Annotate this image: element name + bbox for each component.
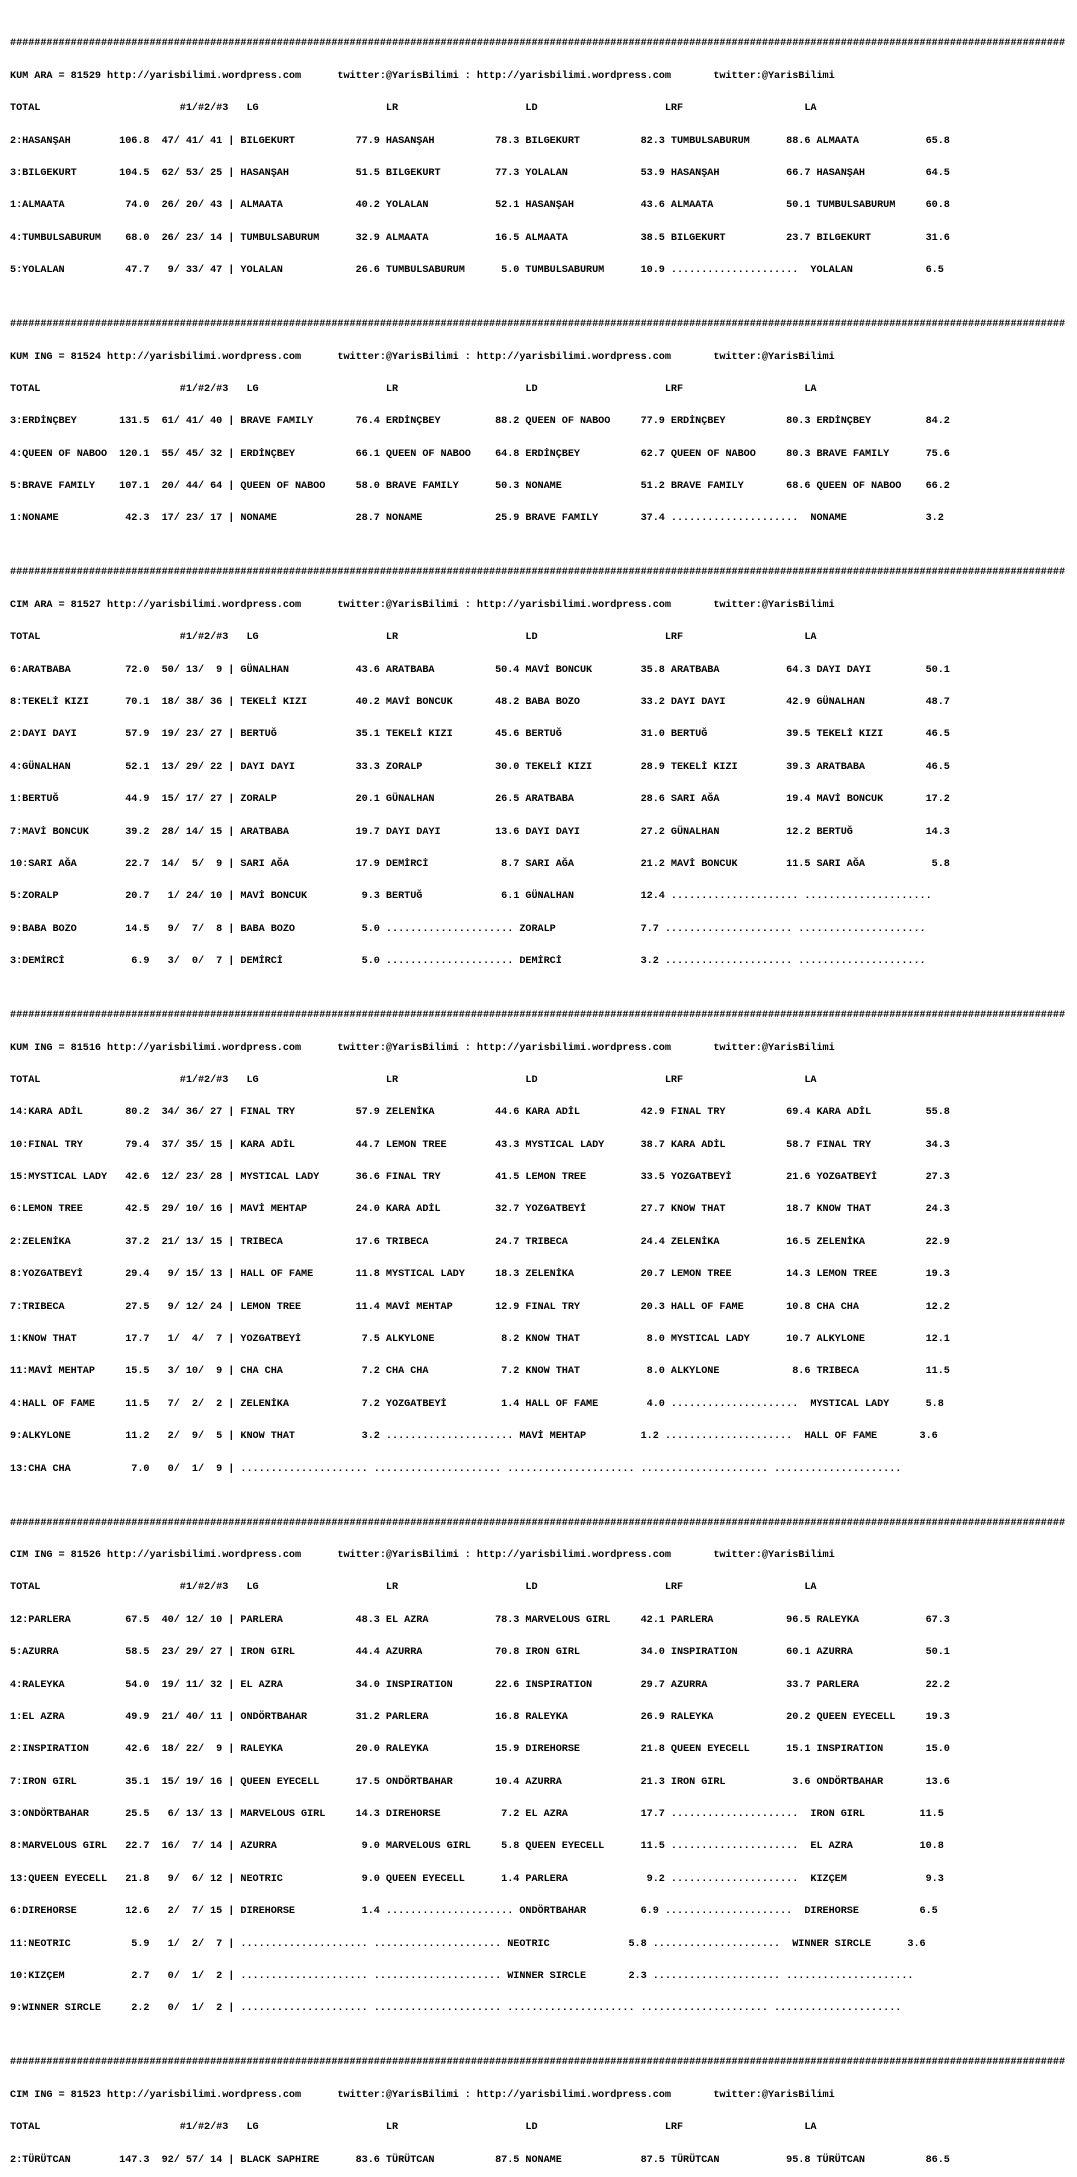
result-row: 2:INSPIRATION 42.6 18/ 22/ 9 | RALEYKA 20.0 RALEYKA 15.9 DIREHORSE 21.8 QUEEN EYECELL 15.1 INSPIRATION 15.0 — [10, 1744, 950, 1756]
separator-line: ############################################################################################################################################################################## — [10, 319, 1066, 331]
result-row: 7:TRIBECA 27.5 9/ 12/ 24 | LEMON TREE 11.4 MAVİ MEHTAP 12.9 FINAL TRY 20.3 HALL OF FAME 10.8 CHA CHA 12.2 — [10, 1301, 950, 1313]
separator-line: ############################################################################################################################################################################## — [10, 2057, 1066, 2069]
result-row: 5:AZURRA 58.5 23/ 29/ 27 | IRON GIRL 44.4 AZURRA 70.8 IRON GIRL 34.0 INSPIRATION 60.1 AZURRA 50.1 — [10, 1647, 950, 1659]
result-row: 1:BERTUĞ 44.9 15/ 17/ 27 | ZORALP 20.1 GÜNALHAN 26.5 ARATBABA 28.6 SARI AĞA 19.4 MAVİ BONCUK 17.2 — [10, 794, 950, 806]
result-row: 4:RALEYKA 54.0 19/ 11/ 32 | EL AZRA 34.0 INSPIRATION 22.6 INSPIRATION 29.7 AZURRA 33.7 PARLERA 22.2 — [10, 1679, 950, 1691]
race-header: KUM ING = 81516 http://yarisbilimi.wordpress.com twitter:@YarisBilimi : http://yarisbilimi.wordpress.com twitter:@YarisBilimi — [10, 1042, 835, 1054]
result-row: 13:QUEEN EYECELL 21.8 9/ 6/ 12 | NEOTRIC 9.0 QUEEN EYECELL 1.4 PARLERA 9.2 ..................... KIZÇEM 9.3 — [10, 1873, 944, 1885]
column-header: TOTAL #1/#2/#3 LG LR LD LRF LA — [10, 1074, 817, 1086]
separator-line: ############################################################################################################################################################################## — [10, 567, 1066, 579]
result-row: 9:WINNER SIRCLE 2.2 0/ 1/ 2 | ..................... ..................... ..................... ..................... ..................... — [10, 2003, 902, 2015]
result-row: 7:IRON GIRL 35.1 15/ 19/ 16 | QUEEN EYECELL 17.5 ONDÖRTBAHAR 10.4 AZURRA 21.3 IRON GIRL 3.6 ONDÖRTBAHAR 13.6 — [10, 1776, 950, 1788]
result-row: 4:QUEEN OF NABOO 120.1 55/ 45/ 32 | ERDİNÇBEY 66.1 QUEEN OF NABOO 64.8 ERDİNÇBEY 62.7 QUEEN OF NABOO 80.3 BRAVE FAMILY 75.6 — [10, 448, 950, 460]
column-header: TOTAL #1/#2/#3 LG LR LD LRF LA — [10, 632, 817, 644]
result-row: 8:YOZGATBEYİ 29.4 9/ 15/ 13 | HALL OF FAME 11.8 MYSTICAL LADY 18.3 ZELENİKA 20.7 LEMON TREE 14.3 LEMON TREE 19.3 — [10, 1269, 950, 1281]
result-row: 2:ZELENİKA 37.2 21/ 13/ 15 | TRIBECA 17.6 TRIBECA 24.7 TRIBECA 24.4 ZELENİKA 16.5 ZELENİKA 22.9 — [10, 1236, 950, 1248]
result-row: 1:ALMAATA 74.0 26/ 20/ 43 | ALMAATA 40.2 YOLALAN 52.1 HASANŞAH 43.6 ALMAATA 50.1 TUMBULSABURUM 60.8 — [10, 200, 950, 212]
result-row: 13:CHA CHA 7.0 0/ 1/ 9 | ..................... ..................... ..................... ..................... ..................... — [10, 1463, 902, 1475]
separator-line: ############################################################################################################################################################################## — [10, 38, 1066, 50]
result-row: 12:PARLERA 67.5 40/ 12/ 10 | PARLERA 48.3 EL AZRA 78.3 MARVELOUS GIRL 42.1 PARLERA 96.5 RALEYKA 67.3 — [10, 1614, 950, 1626]
result-row: 3:DEMİRCİ 6.9 3/ 0/ 7 | DEMİRCİ 5.0 ..................... DEMİRCİ 3.2 ..................... ..................... — [10, 956, 926, 968]
column-header: TOTAL #1/#2/#3 LG LR LD LRF LA — [10, 383, 817, 395]
result-row: 1:NONAME 42.3 17/ 23/ 17 | NONAME 28.7 NONAME 25.9 BRAVE FAMILY 37.4 ..................... NONAME 3.2 — [10, 513, 944, 525]
separator-line: ############################################################################################################################################################################## — [10, 1517, 1066, 1529]
result-row: 3:ONDÖRTBAHAR 25.5 6/ 13/ 13 | MARVELOUS GIRL 14.3 DIREHORSE 7.2 EL AZRA 17.7 ..................... IRON GIRL 11.5 — [10, 1809, 944, 1821]
result-row: 4:GÜNALHAN 52.1 13/ 29/ 22 | DAYI DAYI 33.3 ZORALP 30.0 TEKELİ KIZI 28.9 TEKELİ KIZI 39.3 ARATBABA 46.5 — [10, 761, 950, 773]
result-row: 1:EL AZRA 49.9 21/ 40/ 11 | ONDÖRTBAHAR 31.2 PARLERA 16.8 RALEYKA 26.9 RALEYKA 20.2 QUEEN EYECELL 19.3 — [10, 1711, 950, 1723]
result-row: 8:MARVELOUS GIRL 22.7 16/ 7/ 14 | AZURRA 9.0 MARVELOUS GIRL 5.8 QUEEN EYECELL 11.5 ..................... EL AZRA 10.8 — [10, 1841, 944, 1853]
result-row: 10:FINAL TRY 79.4 37/ 35/ 15 | KARA ADİL 44.7 LEMON TREE 43.3 MYSTICAL LADY 38.7 KARA ADİL 58.7 FINAL TRY 34.3 — [10, 1139, 950, 1151]
race-header: KUM ARA = 81529 http://yarisbilimi.wordpress.com twitter:@YarisBilimi : http://yarisbilimi.wordpress.com twitter:@YarisBilimi — [10, 70, 835, 82]
result-row: 6:ARATBABA 72.0 50/ 13/ 9 | GÜNALHAN 43.6 ARATBABA 50.4 MAVİ BONCUK 35.8 ARATBABA 64.3 DAYI DAYI 50.1 — [10, 664, 950, 676]
result-row: 2:HASANŞAH 106.8 47/ 41/ 41 | BILGEKURT 77.9 HASANŞAH 78.3 BILGEKURT 82.3 TUMBULSABURUM 88.6 ALMAATA 65.8 — [10, 135, 950, 147]
race-header: CIM ING = 81526 http://yarisbilimi.wordpress.com twitter:@YarisBilimi : http://yarisbilimi.wordpress.com twitter:@YarisBilimi — [10, 1549, 835, 1561]
race-header: KUM ING = 81524 http://yarisbilimi.wordpress.com twitter:@YarisBilimi : http://yarisbilimi.wordpress.com twitter:@YarisBilimi — [10, 351, 835, 363]
result-row: 3:BILGEKURT 104.5 62/ 53/ 25 | HASANŞAH 51.5 BILGEKURT 77.3 YOLALAN 53.9 HASANŞAH 66.7 HASANŞAH 64.5 — [10, 167, 950, 179]
race-header: CIM ING = 81523 http://yarisbilimi.wordpress.com twitter:@YarisBilimi : http://yarisbilimi.wordpress.com twitter:@YarisBilimi — [10, 2089, 835, 2101]
column-header: TOTAL #1/#2/#3 LG LR LD LRF LA — [10, 103, 817, 115]
result-row: 11:NEOTRIC 5.9 1/ 2/ 7 | ..................... ..................... NEOTRIC 5.8 ..................... WINNER SIRCLE 3.6 — [10, 1938, 926, 1950]
result-row: 9:ALKYLONE 11.2 2/ 9/ 5 | KNOW THAT 3.2 ..................... MAVİ MEHTAP 1.2 ..................... HALL OF FAME 3.6 — [10, 1431, 938, 1443]
result-row: 5:YOLALAN 47.7 9/ 33/ 47 | YOLALAN 26.6 TUMBULSABURUM 5.0 TUMBULSABURUM 10.9 ..................... YOLALAN 6.5 — [10, 265, 944, 277]
result-row: 14:KARA ADİL 80.2 34/ 36/ 27 | FINAL TRY 57.9 ZELENİKA 44.6 KARA ADİL 42.9 FINAL TRY 69.4 KARA ADİL 55.8 — [10, 1107, 950, 1119]
result-row: 15:MYSTICAL LADY 42.6 12/ 23/ 28 | MYSTICAL LADY 36.6 FINAL TRY 41.5 LEMON TREE 33.5 YOZGATBEYİ 21.6 YOZGATBEYİ 27.3 — [10, 1172, 950, 1184]
race-header: CIM ARA = 81527 http://yarisbilimi.wordpress.com twitter:@YarisBilimi : http://yarisbilimi.wordpress.com twitter:@YarisBilimi — [10, 599, 835, 611]
result-row: 6:LEMON TREE 42.5 29/ 10/ 16 | MAVİ MEHTAP 24.0 KARA ADİL 32.7 YOZGATBEYİ 27.7 KNOW THAT 18.7 KNOW THAT 24.3 — [10, 1204, 950, 1216]
result-row: 9:BABA BOZO 14.5 9/ 7/ 8 | BABA BOZO 5.0 ..................... ZORALP 7.7 ..................... ..................... — [10, 923, 926, 935]
result-row: 5:BRAVE FAMILY 107.1 20/ 44/ 64 | QUEEN OF NABOO 58.0 BRAVE FAMILY 50.3 NONAME 51.2 BRAVE FAMILY 68.6 QUEEN OF NABOO 66.2 — [10, 481, 950, 493]
result-row: 11:MAVİ MEHTAP 15.5 3/ 10/ 9 | CHA CHA 7.2 CHA CHA 7.2 KNOW THAT 8.0 ALKYLONE 8.6 TRIBECA 11.5 — [10, 1366, 950, 1378]
result-row: 2:DAYI DAYI 57.9 19/ 23/ 27 | BERTUĞ 35.1 TEKELİ KIZI 45.6 BERTUĞ 31.0 BERTUĞ 39.5 TEKELİ KIZI 46.5 — [10, 729, 950, 741]
column-header: TOTAL #1/#2/#3 LG LR LD LRF LA — [10, 2122, 817, 2134]
result-row: 10:SARI AĞA 22.7 14/ 5/ 9 | SARI AĞA 17.9 DEMİRCİ 8.7 SARI AĞA 21.2 MAVİ BONCUK 11.5 SARI AĞA 5.8 — [10, 858, 950, 870]
result-row: 4:HALL OF FAME 11.5 7/ 2/ 2 | ZELENİKA 7.2 YOZGATBEYİ 1.4 HALL OF FAME 4.0 ..................... MYSTICAL LADY 5.8 — [10, 1398, 944, 1410]
result-row: 6:DIREHORSE 12.6 2/ 7/ 15 | DIREHORSE 1.4 ..................... ONDÖRTBAHAR 6.9 ..................... DIREHORSE 6.5 — [10, 1906, 938, 1918]
result-row: 7:MAVİ BONCUK 39.2 28/ 14/ 15 | ARATBABA 19.7 DAYI DAYI 13.6 DAYI DAYI 27.2 GÜNALHAN 12.2 BERTUĞ 14.3 — [10, 826, 950, 838]
result-row: 1:KNOW THAT 17.7 1/ 4/ 7 | YOZGATBEYİ 7.5 ALKYLONE 8.2 KNOW THAT 8.0 MYSTICAL LADY 10.7 ALKYLONE 12.1 — [10, 1334, 950, 1346]
result-row: 4:TUMBULSABURUM 68.0 26/ 23/ 14 | TUMBULSABURUM 32.9 ALMAATA 16.5 ALMAATA 38.5 BILGEKURT 23.7 BILGEKURT 31.6 — [10, 232, 950, 244]
separator-line: ############################################################################################################################################################################## — [10, 1010, 1066, 1022]
result-row: 8:TEKELİ KIZI 70.1 18/ 38/ 36 | TEKELİ KIZI 40.2 MAVİ BONCUK 48.2 BABA BOZO 33.2 DAYI DAYI 42.9 GÜNALHAN 48.7 — [10, 697, 950, 708]
column-header: TOTAL #1/#2/#3 LG LR LD LRF LA — [10, 1582, 817, 1594]
result-row: 2:TÜRÜTCAN 147.3 92/ 57/ 14 | BLACK SAPHIRE 83.6 TÜRÜTCAN 87.5 NONAME 87.5 TÜRÜTCAN 95.8 TÜRÜTCAN 86.5 — [10, 2154, 950, 2166]
result-row: 5:ZORALP 20.7 1/ 24/ 10 | MAVİ BONCUK 9.3 BERTUĞ 6.1 GÜNALHAN 12.4 ..................... ..................... — [10, 891, 932, 903]
result-row: 10:KIZÇEM 2.7 0/ 1/ 2 | ..................... ..................... WINNER SIRCLE 2.3 ..................... ..................... — [10, 1971, 914, 1983]
result-row: 3:ERDİNÇBEY 131.5 61/ 41/ 40 | BRAVE FAMILY 76.4 ERDİNÇBEY 88.2 QUEEN OF NABOO 77.9 ERDİNÇBEY 80.3 ERDİNÇBEY 84.2 — [10, 416, 950, 428]
